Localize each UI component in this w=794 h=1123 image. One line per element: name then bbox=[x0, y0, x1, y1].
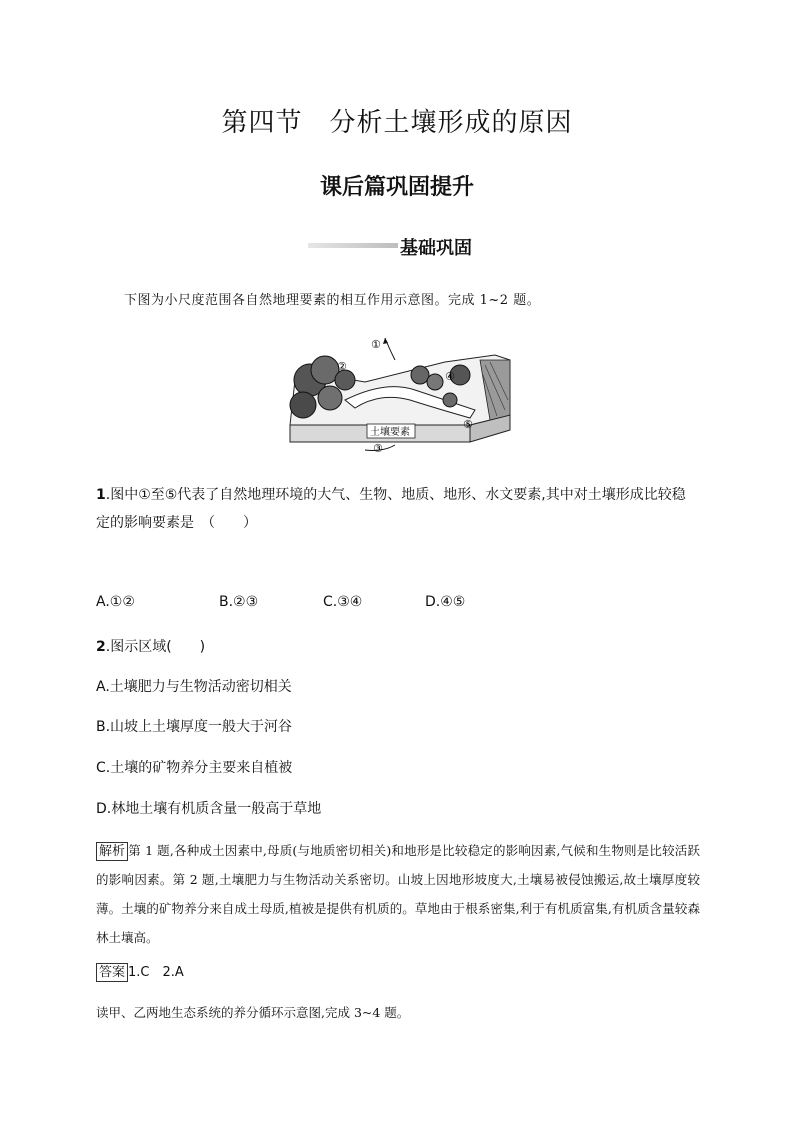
question-1-number: 1 bbox=[96, 487, 106, 503]
q1-option-c[interactable]: C.③④ bbox=[323, 594, 363, 610]
diagram-label-2: ② bbox=[337, 360, 347, 373]
section-divider bbox=[308, 243, 398, 248]
q1-option-d[interactable]: D.④⑤ bbox=[425, 594, 466, 610]
next-intro-text: 读甲、乙两地生态系统的养分循环示意图,完成 3~4 题。 bbox=[96, 1005, 410, 1020]
soil-element-label: 土壤要素 bbox=[370, 427, 410, 438]
question-1-line2: 定的影响要素是 （ ） bbox=[96, 515, 257, 531]
q2-option-c[interactable]: C.土壤的矿物养分主要来自植被 bbox=[96, 760, 293, 776]
landscape-diagram-icon bbox=[285, 320, 515, 460]
question-2-line bbox=[96, 636, 205, 656]
question-1-line1 bbox=[96, 484, 686, 504]
q1-option-a[interactable]: A.①② bbox=[96, 594, 135, 610]
question-1-text: .图中①至⑤代表了自然地理环境的大气、生物、地质、地形、水文要素,其中对土壤形成比较稳 bbox=[105, 487, 686, 503]
diagram-label-4: ④ bbox=[445, 370, 455, 383]
answer-tag: 答案 bbox=[96, 963, 128, 982]
explanation-tag: 解析 bbox=[96, 842, 128, 861]
section-title: 基础巩固 bbox=[400, 238, 472, 259]
q2-option-b[interactable]: B.山坡上土壤厚度一般大于河谷 bbox=[96, 719, 293, 735]
q2-option-a[interactable]: A.土壤肥力与生物活动密切相关 bbox=[96, 679, 292, 695]
question-2-text: .图示区域( ) bbox=[105, 639, 206, 655]
explanation-block bbox=[96, 836, 700, 952]
answer-text: 1.C 2.A bbox=[128, 965, 184, 980]
q2-option-d[interactable]: D.林地土壤有机质含量一般高于草地 bbox=[96, 801, 322, 817]
diagram-label-5: ⑤ bbox=[463, 418, 473, 431]
explanation-text: 第 1 题,各种成土因素中,母质(与地质密切相关)和地形是比较稳定的影响因素,气候和生物则是比较活跃的影响因素。第 2 题,土壤肥力与生物活动关系密切。山坡上因地形坡度大,土壤易被侵蚀搬运,故土壤厚度较薄。土壤的矿物养分来自成土母质,植被是提供有机质的。草地由于根系密集,利于有机质富集,有机质含量较森林土壤高。 bbox=[96, 843, 700, 945]
page-subtitle: 课后篇巩固提升 bbox=[319, 175, 474, 200]
page-title: 第四节 分析土壤形成的原因 bbox=[221, 108, 573, 138]
intro-text: 下图为小尺度范围各自然地理要素的相互作用示意图。完成 1~2 题。 bbox=[124, 293, 541, 308]
q1-option-b[interactable]: B.②③ bbox=[219, 594, 259, 610]
question-2-number: 2 bbox=[96, 639, 106, 655]
diagram-label-3: ③ bbox=[373, 442, 383, 455]
diagram-label-1: ① bbox=[371, 338, 381, 351]
answer-block bbox=[96, 961, 184, 982]
landscape-diagram-figure bbox=[285, 320, 515, 460]
